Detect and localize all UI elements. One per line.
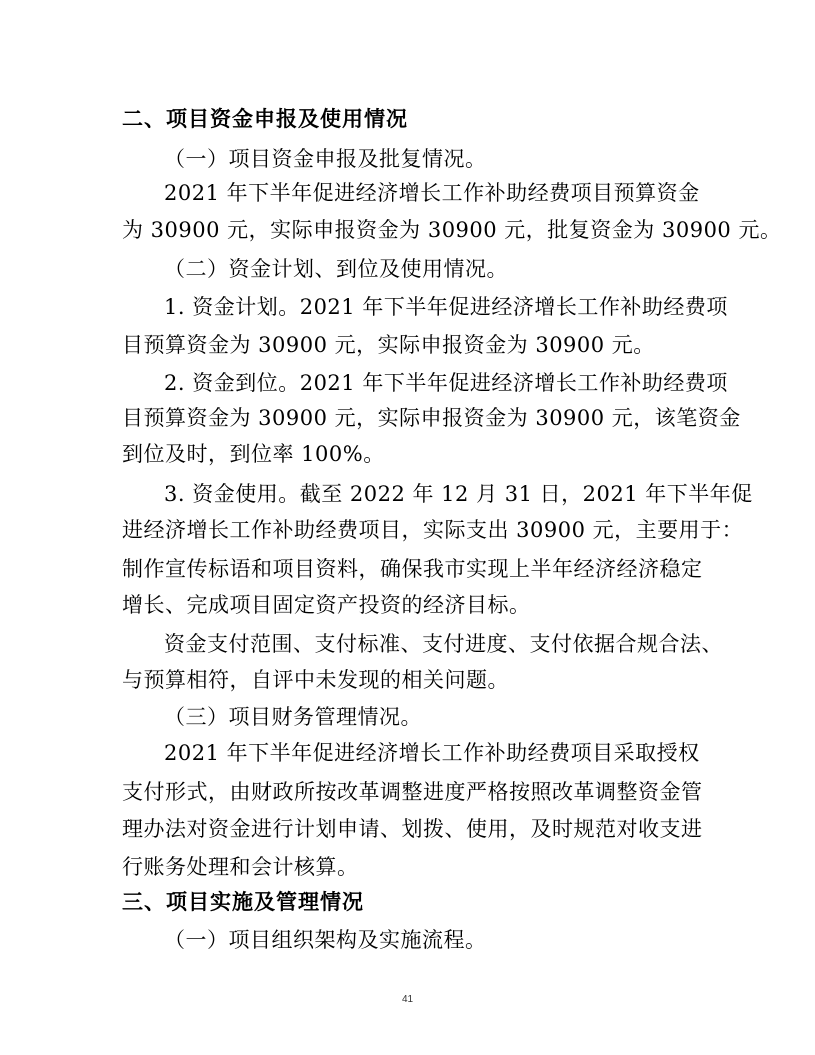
paragraph-line: 增长、完成项目固定资产投资的经济目标。 xyxy=(122,593,531,617)
paragraph-line: 进经济增长工作补助经费项目，实际支出 30900 元，主要用于： xyxy=(122,518,744,542)
page-number: 41 xyxy=(401,994,414,1005)
section-heading-3: 三、项目实施及管理情况 xyxy=(122,890,364,914)
paragraph-line: 理办法对资金进行计划申请、划拨、使用，及时规范对收支进 xyxy=(122,817,703,841)
paragraph-line: 2021 年下半年促进经济增长工作补助经费项目预算资金 xyxy=(164,181,700,205)
paragraph-line: 2021 年下半年促进经济增长工作补助经费项目采取授权 xyxy=(164,741,700,765)
paragraph-line: 资金支付范围、支付标准、支付进度、支付依据合规合法、 xyxy=(164,632,723,656)
subsection-heading: （一）项目资金申报及批复情况。 xyxy=(164,147,487,171)
paragraph-line: 与预算相符，自评中未发现的相关问题。 xyxy=(122,668,509,692)
paragraph-line: 到位及时，到位率 100%。 xyxy=(122,442,385,466)
paragraph-line: 目预算资金为 30900 元，实际申报资金为 30900 元。 xyxy=(122,333,655,357)
paragraph-line: 1. 资金计划。2021 年下半年促进经济增长工作补助经费项 xyxy=(164,295,728,319)
paragraph-line: 行账务处理和会计核算。 xyxy=(122,855,359,879)
paragraph-line: 制作宣传标语和项目资料，确保我市实现上半年经济经济稳定 xyxy=(122,557,703,581)
paragraph-line: 支付形式，由财政所按改革调整进度严格按照改革调整资金管 xyxy=(122,780,703,804)
paragraph-line: 目预算资金为 30900 元，实际申报资金为 30900 元，该笔资金 xyxy=(122,406,741,430)
subsection-heading: （二）资金计划、到位及使用情况。 xyxy=(164,257,508,281)
paragraph-line: 3. 资金使用。截至 2022 年 12 月 31 日，2021 年下半年促 xyxy=(164,482,753,506)
subsection-heading: （一）项目组织架构及实施流程。 xyxy=(164,928,487,952)
paragraph-line: 为 30900 元，实际申报资金为 30900 元，批复资金为 30900 元。 xyxy=(122,218,782,242)
paragraph-line: 2. 资金到位。2021 年下半年促进经济增长工作补助经费项 xyxy=(164,371,728,395)
section-heading-2: 二、项目资金申报及使用情况 xyxy=(122,107,408,131)
subsection-heading: （三）项目财务管理情况。 xyxy=(164,705,422,729)
